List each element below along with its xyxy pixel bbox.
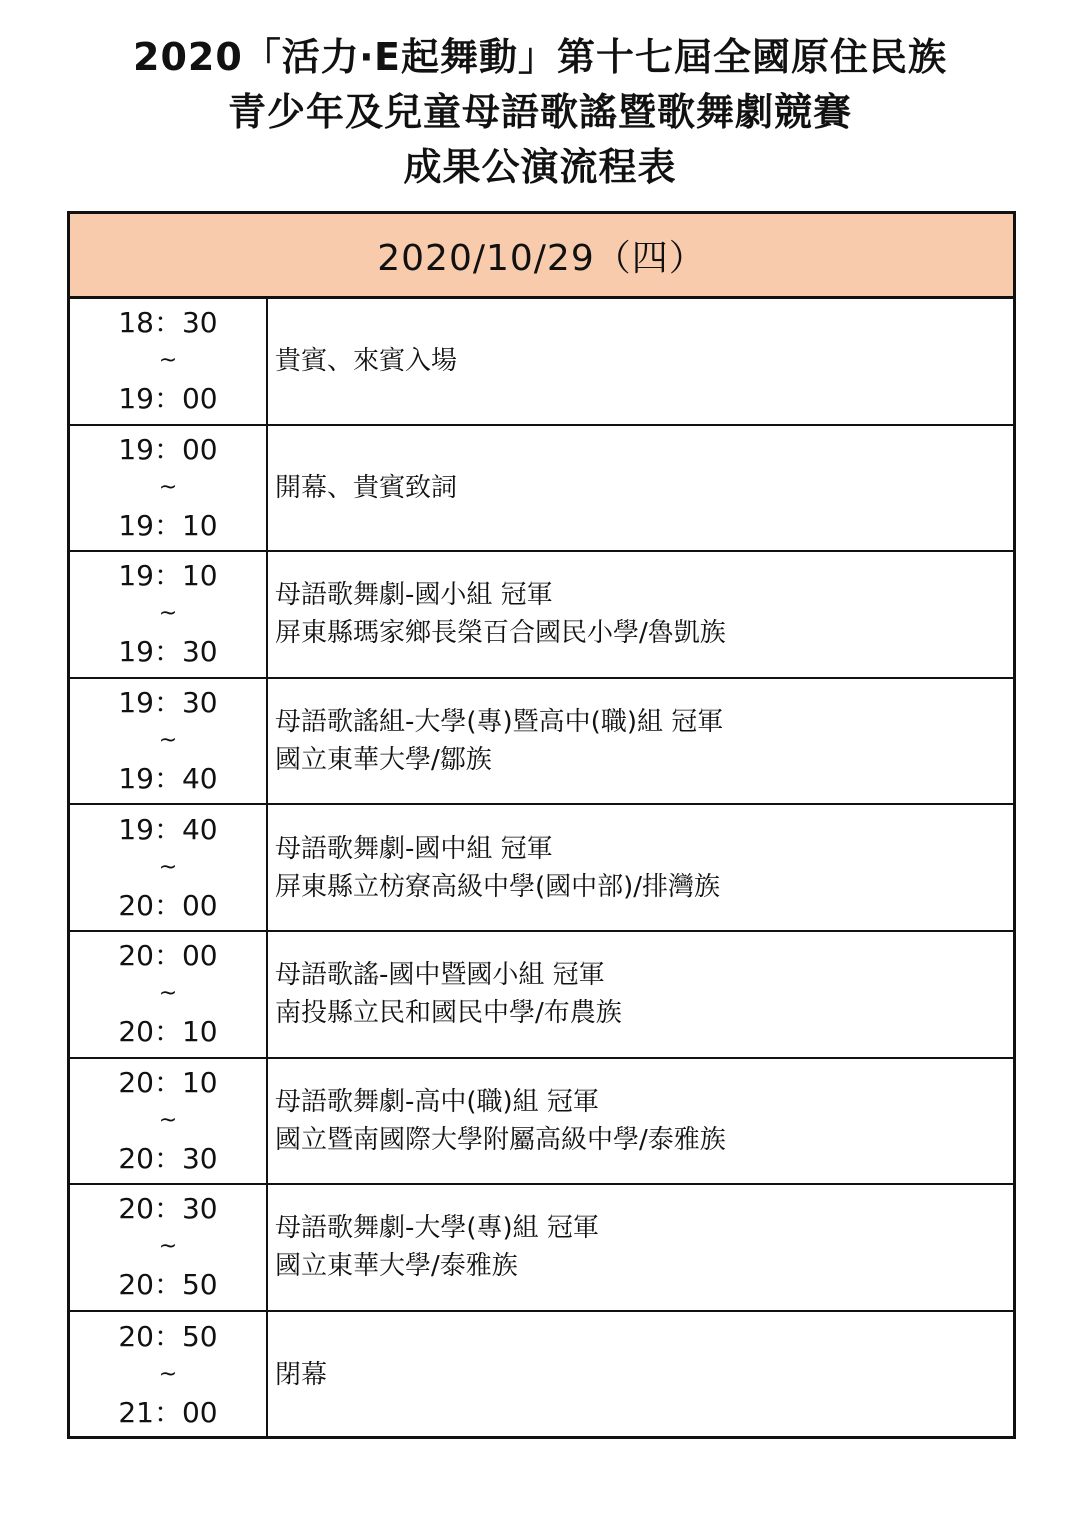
title-line-2: 青少年及兒童母語歌謠暨歌舞劇競賽 (227, 90, 852, 134)
event-title: 母語歌舞劇-大學(專)組 冠軍 (275, 1213, 599, 1244)
time-separator: ~ (158, 1234, 178, 1260)
schedule-row (70, 552, 1013, 679)
schedule-row (70, 805, 1013, 932)
event-title: 母語歌舞劇-國中組 冠軍 (275, 833, 553, 864)
end-time: 19：40 (118, 762, 218, 796)
end-time: 20：50 (118, 1268, 218, 1302)
event-cell (268, 805, 1013, 930)
event-performer: 南投縣立民和國民中學/布農族 (275, 998, 622, 1029)
event-cell (268, 679, 1013, 804)
event-performer: 國立東華大學/鄒族 (275, 745, 492, 776)
end-time: 20：00 (118, 888, 218, 922)
end-time: 19：10 (118, 508, 218, 542)
event-cell (268, 932, 1013, 1057)
start-time: 19：10 (118, 559, 218, 593)
time-separator: ~ (158, 1362, 178, 1388)
schedule-row (70, 1185, 1013, 1312)
time-separator: ~ (158, 854, 178, 880)
time-range (70, 299, 268, 424)
time-range (70, 679, 268, 804)
event-cell (268, 1312, 1013, 1439)
event-title: 母語歌謠-國中暨國小組 冠軍 (275, 960, 605, 991)
time-separator: ~ (158, 601, 178, 627)
start-time: 20：10 (118, 1065, 218, 1099)
end-time: 20：30 (118, 1141, 218, 1175)
time-separator: ~ (158, 981, 178, 1007)
start-time: 20：00 (118, 939, 218, 973)
event-title: 開幕、貴賓致詞 (275, 472, 458, 503)
time-range (70, 1312, 268, 1439)
end-time: 21：00 (118, 1396, 218, 1430)
event-title: 貴賓、來賓入場 (275, 346, 458, 377)
schedule-row (70, 932, 1013, 1059)
end-time: 20：10 (118, 1015, 218, 1049)
event-title: 母語歌舞劇-高中(職)組 冠軍 (275, 1086, 599, 1117)
event-title: 母語歌舞劇-國小組 冠軍 (275, 580, 553, 611)
time-range (70, 1059, 268, 1184)
event-title: 閉幕 (275, 1360, 328, 1391)
start-time: 18：30 (118, 306, 218, 340)
end-time: 19：00 (118, 382, 218, 416)
event-performer: 屏東縣立枋寮高級中學(國中部)/排灣族 (275, 871, 721, 902)
time-separator: ~ (158, 348, 178, 374)
schedule-row (70, 1312, 1013, 1439)
start-time: 19：40 (118, 812, 218, 846)
end-time: 19：30 (118, 635, 218, 669)
event-performer: 國立東華大學/泰雅族 (275, 1251, 518, 1282)
time-separator: ~ (158, 1107, 178, 1133)
start-time: 19：00 (118, 432, 218, 466)
schedule-row (70, 1059, 1013, 1186)
start-time: 20：50 (118, 1320, 218, 1354)
event-cell (268, 552, 1013, 677)
time-range (70, 426, 268, 551)
event-cell (268, 426, 1013, 551)
time-separator: ~ (158, 728, 178, 754)
title-line-1: 2020「活力‧E起舞動」第十七屆全國原住民族 (133, 35, 947, 79)
time-range (70, 805, 268, 930)
time-range (70, 932, 268, 1057)
schedule-row (70, 679, 1013, 806)
event-performer: 屏東縣瑪家鄉長榮百合國民小學/魯凱族 (275, 618, 726, 649)
event-cell (268, 1185, 1013, 1310)
event-cell (268, 1059, 1013, 1184)
time-range (70, 552, 268, 677)
time-range (70, 1185, 268, 1310)
start-time: 20：30 (118, 1192, 218, 1226)
schedule-row (70, 299, 1013, 426)
event-title: 母語歌謠組-大學(專)暨高中(職)組 冠軍 (275, 707, 724, 738)
schedule-table (67, 211, 1016, 1439)
event-cell (268, 299, 1013, 424)
date-header: 2020/10/29（四） (70, 214, 1013, 299)
title-line-3: 成果公演流程表 (403, 145, 677, 189)
document-title (0, 30, 1080, 195)
event-performer: 國立暨南國際大學附屬高級中學/泰雅族 (275, 1124, 726, 1155)
time-separator: ~ (158, 474, 178, 500)
schedule-row (70, 426, 1013, 553)
start-time: 19：30 (118, 686, 218, 720)
